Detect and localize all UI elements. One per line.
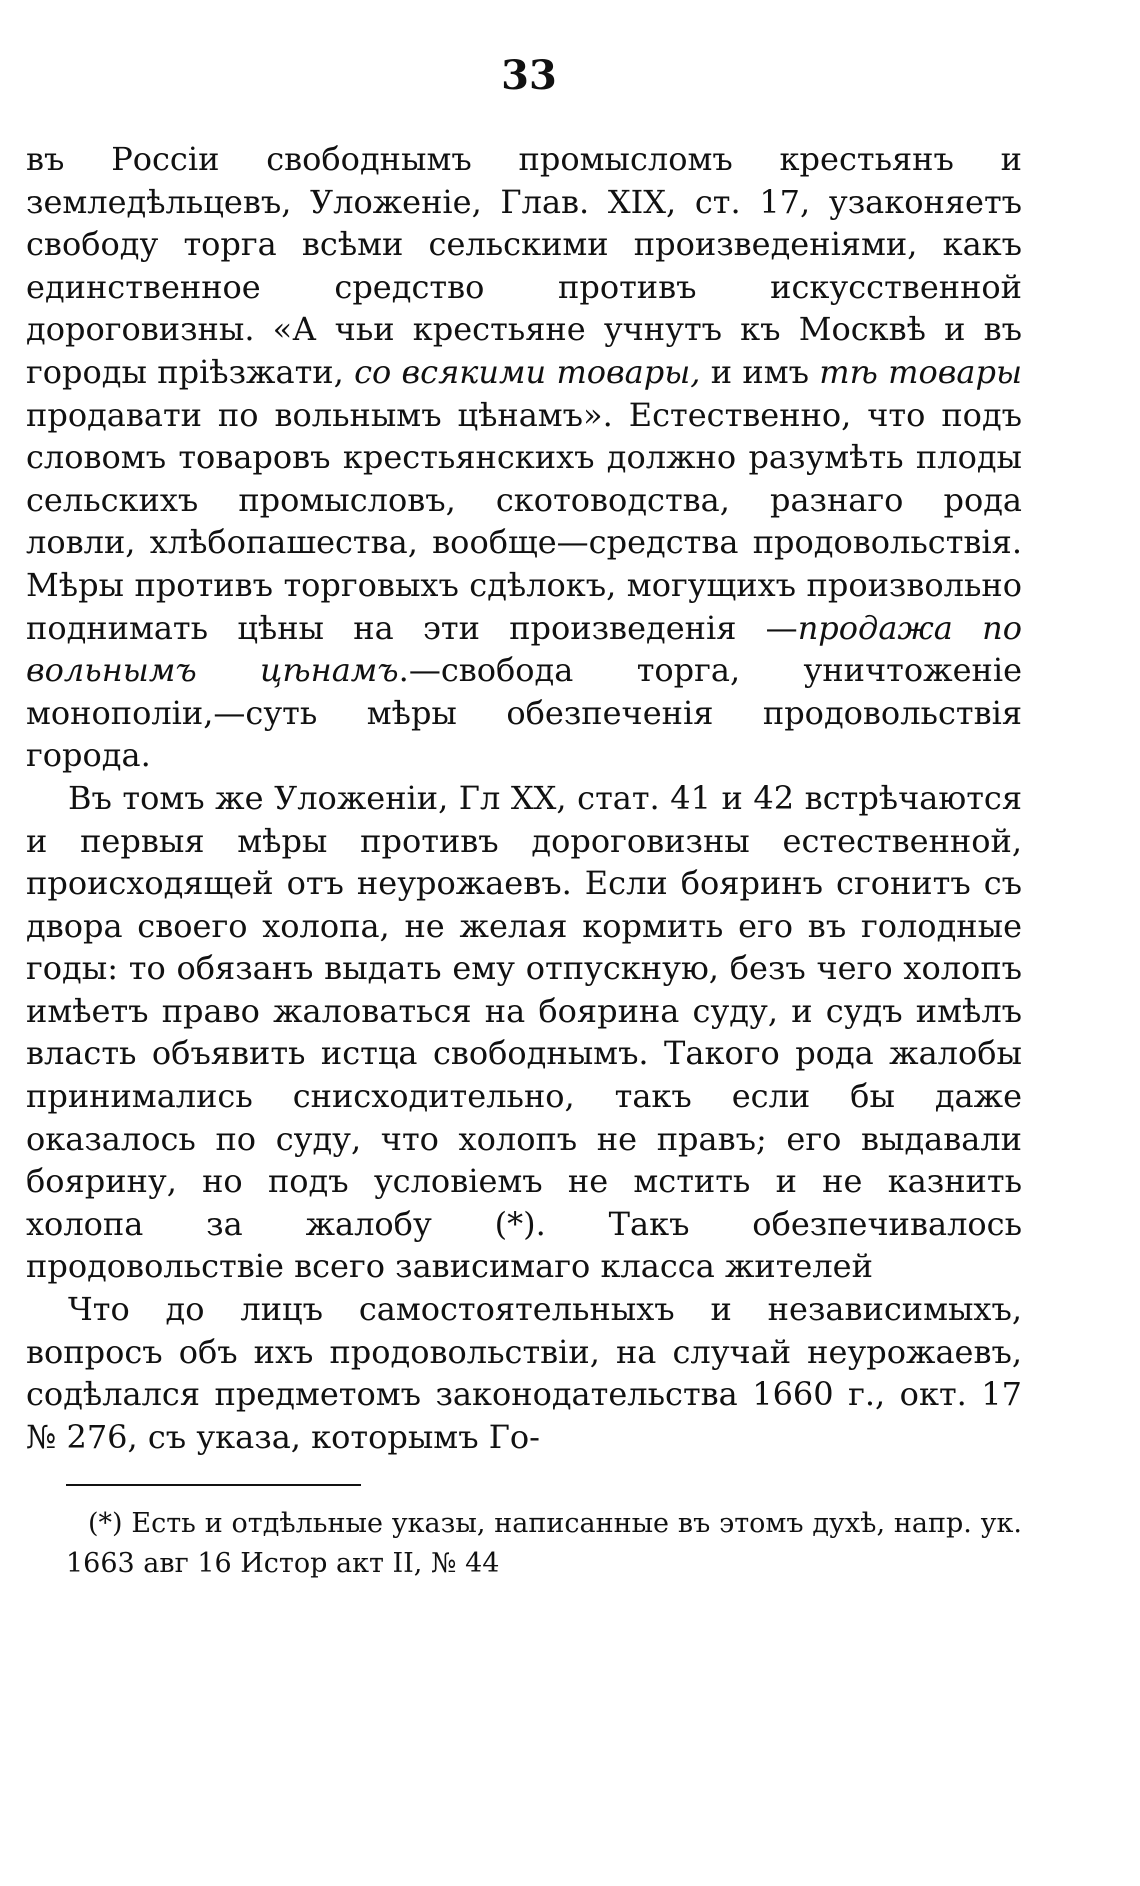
italic-span: продажа по вольнымъ цѣнамъ — [26, 608, 1023, 690]
paragraph-3 — [26, 1288, 1022, 1458]
footnote: (*) Есть и отдѣльные указы, написанные въ этомъ духѣ, напр. ук. 1663 авг 16 Истор акт II, № 44 — [66, 1508, 1022, 1580]
italic-span: со всякими товары, — [354, 352, 701, 391]
text-span: продавати по вольнымъ цѣнамъ». Естественно, что подъ словомъ товаровъ крестьянскихъ должно разумѣть плоды сельскихъ промысловъ, скотоводства, разнаго рода ловли, хлѣбопашества, вообще—средства продовольствія. Мѣры противъ торговыхъ сдѣлокъ, могущихъ произвольно поднимать цѣны на эти произведенія — — [26, 395, 1022, 647]
body-text — [26, 138, 1022, 1458]
paragraph-1 — [26, 138, 1022, 777]
footnote-divider — [66, 1484, 361, 1486]
text-span: въ Россіи свободнымъ промысломъ крестьянъ и земледѣльцевъ, Уложеніе, Глав. XIX, ст. 17, узаконяетъ свободу торга всѣми сельскими произведеніями, какъ единственное средство противъ искусственной дороговизны. «А чьи крестьяне учнутъ къ Москвѣ и въ городы пріѣзжати, — [26, 140, 1022, 391]
page-number: 33 — [501, 52, 557, 99]
italic-span: тѣ товары — [819, 352, 1022, 391]
paragraph-2 — [26, 777, 1022, 1288]
text-span: Въ томъ же Уложеніи, Гл XX, стат. 41 и 42 встрѣчаются и первыя мѣры противъ дороговизны естественной, происходящей отъ неурожаевъ. Если бояринъ сгонитъ съ двора своего холопа, не желая кормить его въ голодные годы: то обязанъ выдать ему отпускную, безъ чего холопъ имѣетъ право жаловаться на боярина суду, и судъ имѣлъ власть объявить истца свободнымъ. Такого рода жалобы принимались снисходительно, такъ если бы даже оказалось по суду, что холопъ не правъ; его выдавали боярину, но подъ условіемъ не мстить и не казнить холопа за жалобу (*). Такъ обезпечивалось продовольствіе всего зависимаго класса жителей — [26, 778, 1022, 1286]
text-span: и имъ — [700, 352, 820, 391]
text-span: Что до лицъ самостоятельныхъ и независимыхъ, вопросъ объ ихъ продовольствіи, на случай неурожаевъ, содѣлался предметомъ законодательства 1660 г., окт. 17 № 276, съ указа, которымъ Го- — [26, 1290, 1022, 1456]
text-span: .—свобода торга, уничтоженіе монополіи,—суть мѣры обезпеченія продовольствія города. — [26, 651, 1023, 775]
